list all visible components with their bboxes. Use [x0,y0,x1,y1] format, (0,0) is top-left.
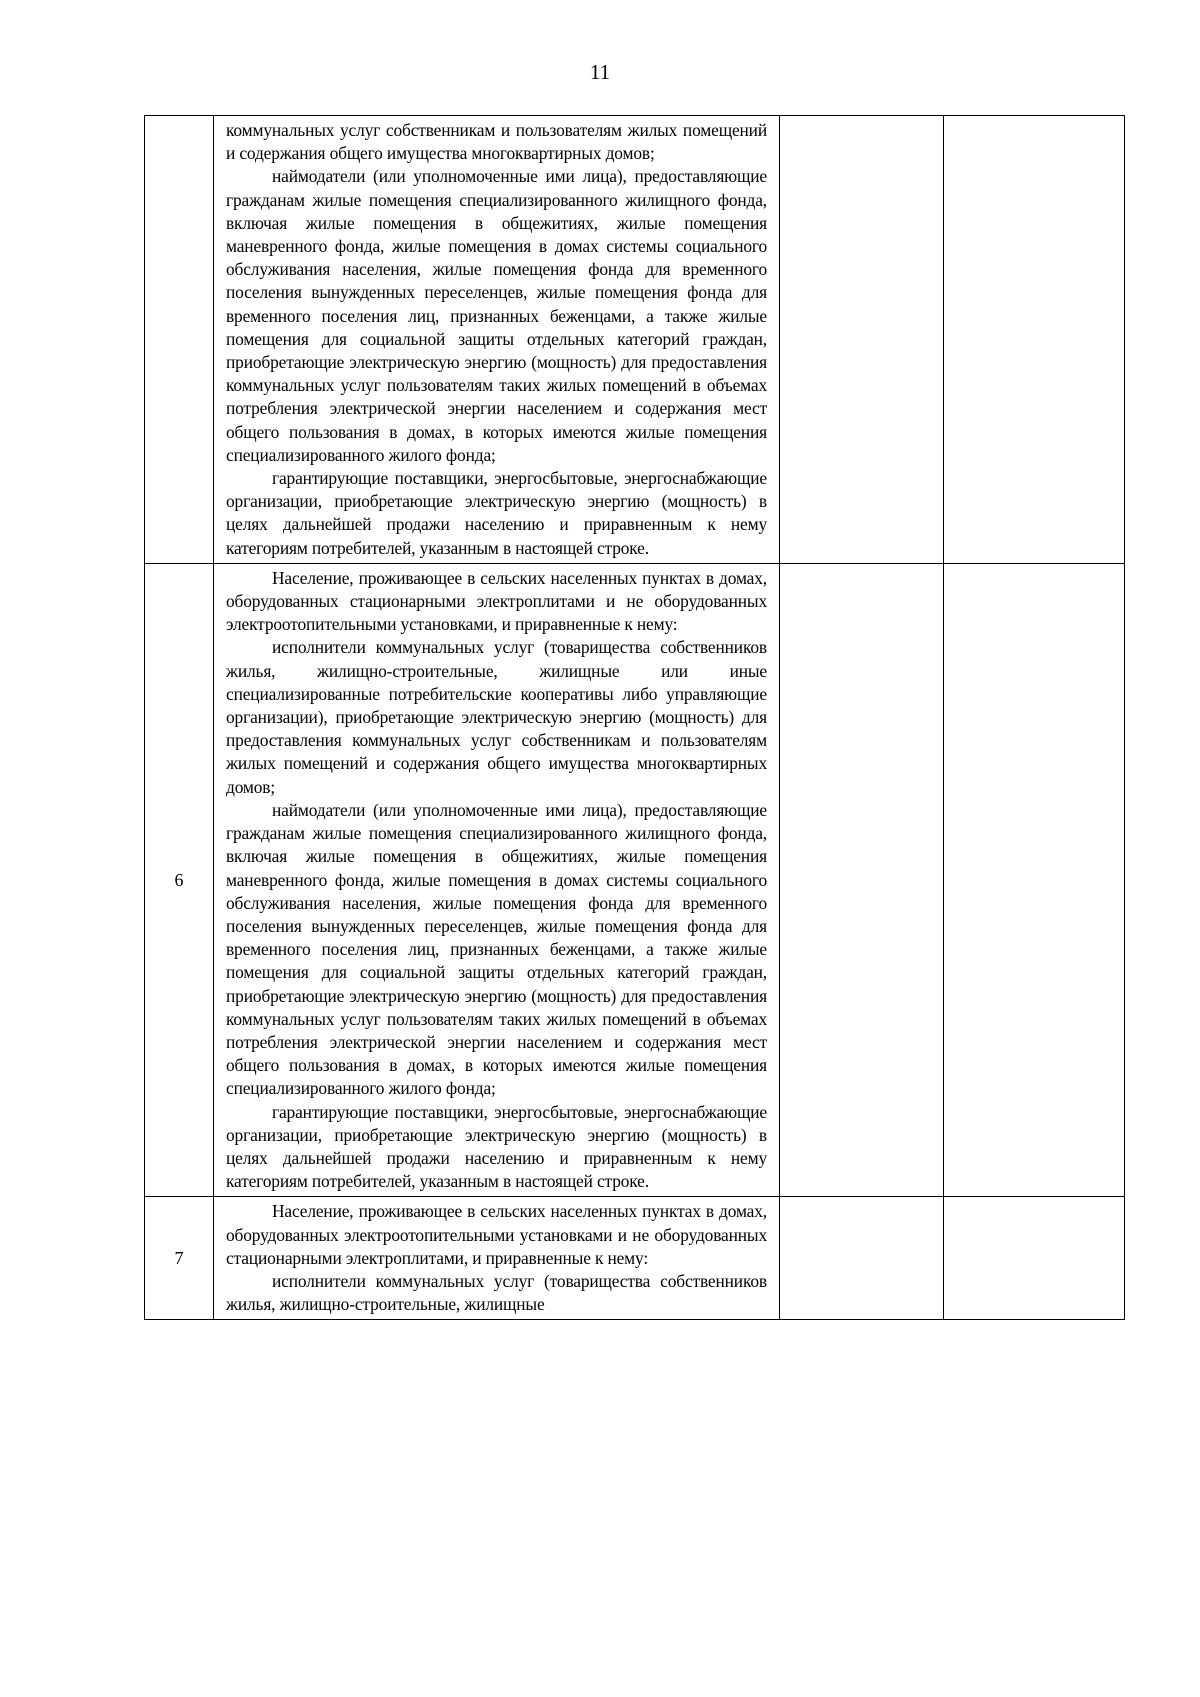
paragraph: Население, проживающее в сельских населенных пунктах в домах, оборудованных электроотопительными установками и не оборудованных стационарными электроплитами, и приравненные к нему: [226,1201,767,1268]
page-number: 11 [589,60,611,84]
value-cell [944,116,1125,564]
row-description [214,1197,780,1320]
table-row [145,116,1125,564]
table-row [145,563,1125,1196]
paragraph: исполнители коммунальных услуг (товарищества собственников жилья, жилищно-строительные, жилищные [226,1270,767,1315]
paragraph: Население, проживающее в сельских населенных пунктах в домах, оборудованных стационарными электроплитами и не оборудованных электроотопительными установками, и приравненные к нему: [226,567,767,635]
value-cell [780,116,944,564]
row-description [214,116,780,564]
row-number [145,116,214,564]
value-cell [780,563,944,1196]
paragraph: исполнители коммунальных услуг (товарищества собственников жилья, жилищно-строительные, жилищные или иные специализированные потребительские кооперативы либо управляющие организации), приобретающие электрическую энергию (мощность) для предоставления коммунальных услуг собственникам и пользователям жилых помещений и содержания общего имущества многоквартирных домов; [226,637,767,797]
row-description [214,563,780,1196]
row-number: 6 [145,563,214,1196]
value-cell [944,1197,1125,1320]
table-row [145,1197,1125,1320]
value-cell [944,563,1125,1196]
paragraph: наймодатели (или уполномоченные ими лица), предоставляющие гражданам жилые помещения специализированного жилищного фонда, включая жилые помещения в общежитиях, жилые помещения маневренного фонда, жилые помещения в домах системы социального обслуживания населения, жилые помещения фонда для временного поселения вынужденных переселенцев, жилые помещения фонда для временного поселения лиц, признанных беженцами, а также жилые помещения для социальной защиты отдельных категорий граждан, приобретающие электрическую энергию (мощность) для предоставления коммунальных услуг пользователям таких жилых помещений в объемах потребления электрической энергии населением и содержания мест общего пользования в домах, в которых имеются жилые помещения специализированного жилого фонда; [226,799,767,1099]
value-cell [780,1197,944,1320]
row-number: 7 [145,1197,214,1320]
paragraph: гарантирующие поставщики, энергосбытовые, энергоснабжающие организации, приобретающие электрическую энергию (мощность) в целях дальнейшей продажи населению и приравненным к нему категориям потребителей, указанным в настоящей строке. [226,468,767,558]
paragraph: гарантирующие поставщики, энергосбытовые, энергоснабжающие организации, приобретающие электрическую энергию (мощность) в целях дальнейшей продажи населению и приравненным к нему категориям потребителей, указанным в настоящей строке. [226,1101,767,1192]
tariff-table [144,115,1125,1320]
paragraph: коммунальных услуг собственникам и пользователям жилых помещений и содержания общего имущества многоквартирных домов; [226,120,767,164]
paragraph: наймодатели (или уполномоченные ими лица), предоставляющие гражданам жилые помещения специализированного жилищного фонда, включая жилые помещения в общежитиях, жилые помещения маневренного фонда, жилые помещения в домах системы социального обслуживания населения, жилые помещения фонда для временного поселения вынужденных переселенцев, жилые помещения фонда для временного поселения лиц, признанных беженцами, а также жилые помещения для социальной защиты отдельных категорий граждан, приобретающие электрическую энергию (мощность) для предоставления коммунальных услуг пользователям таких жилых помещений в объемах потребления электрической энергии населением и содержания мест общего пользования в домах, в которых имеются жилые помещения специализированного жилого фонда; [226,166,767,465]
